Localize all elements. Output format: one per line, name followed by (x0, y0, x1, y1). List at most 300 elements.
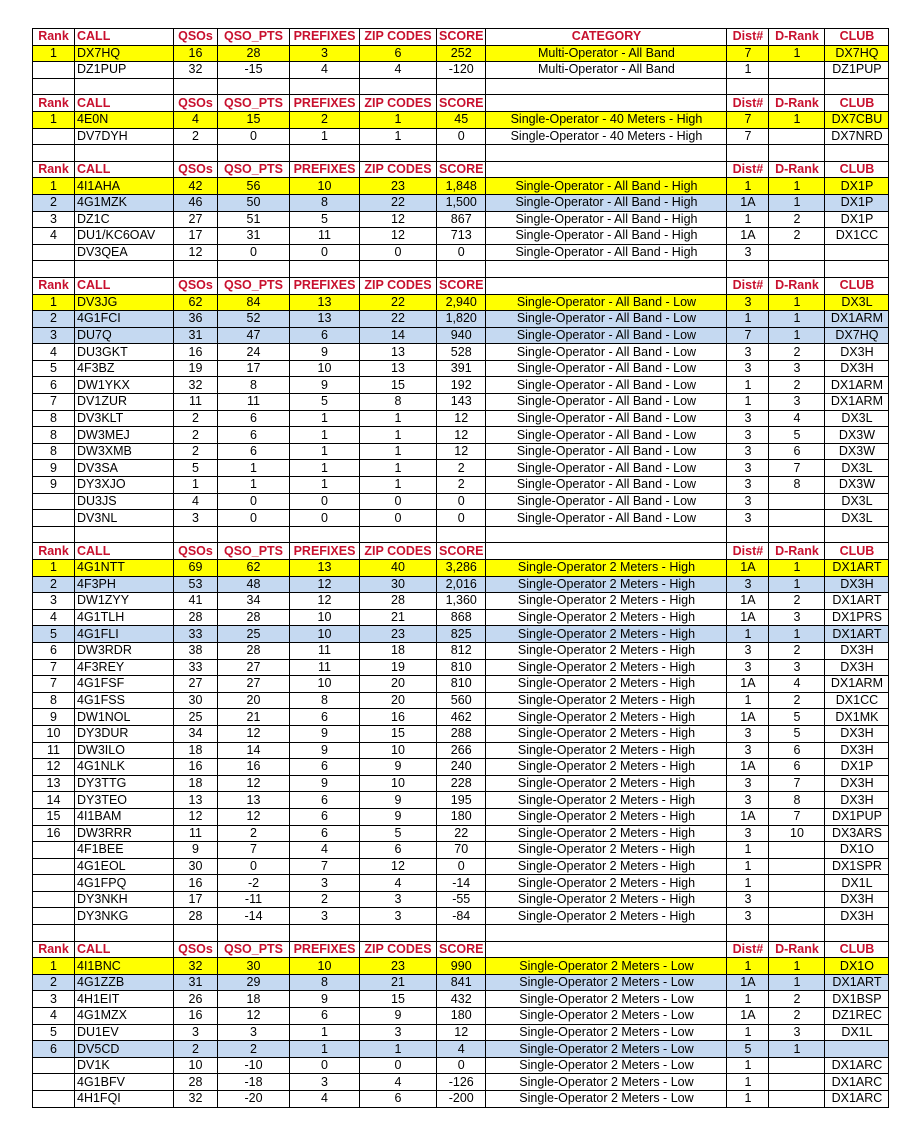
cell-call: 4G1FPQ (75, 875, 174, 892)
cell-call: DZ1PUP (75, 62, 174, 79)
cell-district-rank: 1 (769, 194, 825, 211)
spacer-cell (825, 925, 889, 942)
header-qso-pts: QSO_PTS (218, 95, 290, 112)
cell-prefixes: 1 (290, 460, 360, 477)
cell-district: 3 (727, 344, 769, 361)
cell-call: DU3JS (75, 493, 174, 510)
spacer-cell (486, 145, 727, 162)
cell-rank: 8 (33, 443, 75, 460)
cell-score: -84 (437, 908, 486, 925)
cell-district: 1A (727, 808, 769, 825)
spacer-cell (486, 261, 727, 278)
cell-district-rank (769, 891, 825, 908)
cell-qsos: 11 (174, 394, 218, 411)
cell-club: DX3H (825, 725, 889, 742)
header-prefixes: PREFIXES (290, 29, 360, 46)
cell-rank: 5 (33, 1024, 75, 1041)
cell-zip-codes: 1 (360, 427, 437, 444)
cell-rank (33, 908, 75, 925)
spacer-cell (486, 925, 727, 942)
cell-district-rank: 1 (769, 311, 825, 328)
spacer-cell (437, 526, 486, 543)
table-row (33, 659, 889, 676)
cell-score: 1,820 (437, 311, 486, 328)
cell-club: DX7HQ (825, 327, 889, 344)
header-rank: Rank (33, 277, 75, 294)
header-score: SCORE (437, 161, 486, 178)
cell-club: DX3H (825, 360, 889, 377)
cell-qso-pts: -20 (218, 1091, 290, 1108)
cell-district: 7 (727, 111, 769, 128)
spacer-cell (75, 526, 174, 543)
cell-zip-codes: 1 (360, 128, 437, 145)
cell-zip-codes: 0 (360, 510, 437, 527)
cell-call: DY3DUR (75, 725, 174, 742)
cell-qso-pts: -15 (218, 62, 290, 79)
cell-call: 4E0N (75, 111, 174, 128)
cell-district-rank (769, 1091, 825, 1108)
cell-club: DX7HQ (825, 45, 889, 62)
cell-district: 3 (727, 908, 769, 925)
cell-district-rank: 2 (769, 593, 825, 610)
table-row (33, 858, 889, 875)
cell-club: DX3W (825, 443, 889, 460)
cell-qso-pts: 48 (218, 576, 290, 593)
cell-zip-codes: 20 (360, 692, 437, 709)
cell-rank: 1 (33, 111, 75, 128)
cell-prefixes: 0 (290, 244, 360, 261)
cell-prefixes: 1 (290, 410, 360, 427)
cell-prefixes: 3 (290, 908, 360, 925)
cell-district-rank: 1 (769, 1041, 825, 1058)
cell-club: DX3H (825, 742, 889, 759)
cell-score: 252 (437, 45, 486, 62)
header-rank: Rank (33, 95, 75, 112)
cell-category: Single-Operator - All Band - Low (486, 460, 727, 477)
cell-district: 1A (727, 709, 769, 726)
header-qso-pts: QSO_PTS (218, 543, 290, 560)
table-row (33, 327, 889, 344)
header-score: SCORE (437, 95, 486, 112)
cell-district: 1A (727, 676, 769, 693)
table-row (33, 808, 889, 825)
cell-rank: 1 (33, 958, 75, 975)
cell-prefixes: 0 (290, 510, 360, 527)
cell-score: 2 (437, 477, 486, 494)
spacer-cell (174, 925, 218, 942)
cell-club: DX1ARM (825, 311, 889, 328)
cell-rank: 8 (33, 427, 75, 444)
header-district-rank: D-Rank (769, 161, 825, 178)
table-row (33, 958, 889, 975)
header-call: CALL (75, 543, 174, 560)
cell-score: 4 (437, 1041, 486, 1058)
section-spacer-row (33, 925, 889, 942)
cell-prefixes: 9 (290, 991, 360, 1008)
cell-qso-pts: 6 (218, 410, 290, 427)
cell-qsos: 19 (174, 360, 218, 377)
spacer-cell (727, 145, 769, 162)
spacer-cell (174, 145, 218, 162)
cell-district-rank: 1 (769, 576, 825, 593)
cell-club: DX1L (825, 1024, 889, 1041)
cell-call: 4I1BNC (75, 958, 174, 975)
spacer-cell (437, 145, 486, 162)
cell-zip-codes: 23 (360, 958, 437, 975)
cell-club: DX3H (825, 775, 889, 792)
cell-qso-pts: 28 (218, 45, 290, 62)
cell-district: 3 (727, 244, 769, 261)
cell-category: Single-Operator 2 Meters - Low (486, 991, 727, 1008)
cell-category: Single-Operator - All Band - Low (486, 360, 727, 377)
cell-category: Single-Operator 2 Meters - High (486, 593, 727, 610)
cell-rank: 3 (33, 211, 75, 228)
cell-score: 825 (437, 626, 486, 643)
cell-club: DX1ARM (825, 377, 889, 394)
cell-category: Single-Operator 2 Meters - High (486, 891, 727, 908)
cell-club: DX3L (825, 510, 889, 527)
header-score: SCORE (437, 941, 486, 958)
section-header-row (33, 95, 889, 112)
cell-zip-codes: 1 (360, 477, 437, 494)
cell-district-rank: 6 (769, 742, 825, 759)
cell-score: 432 (437, 991, 486, 1008)
cell-district: 1 (727, 692, 769, 709)
header-qso-pts: QSO_PTS (218, 941, 290, 958)
spacer-cell (33, 925, 75, 942)
cell-rank (33, 510, 75, 527)
cell-score: 462 (437, 709, 486, 726)
cell-qso-pts: 28 (218, 642, 290, 659)
cell-district: 1A (727, 1008, 769, 1025)
cell-qsos: 11 (174, 825, 218, 842)
cell-category: Single-Operator 2 Meters - High (486, 609, 727, 626)
spacer-cell (360, 526, 437, 543)
cell-zip-codes: 30 (360, 576, 437, 593)
table-row (33, 62, 889, 79)
cell-score: 266 (437, 742, 486, 759)
cell-call: DV3JG (75, 294, 174, 311)
header-district-rank: D-Rank (769, 29, 825, 46)
cell-category: Single-Operator - All Band - High (486, 244, 727, 261)
section-header-row (33, 29, 889, 46)
cell-call: 4F3BZ (75, 360, 174, 377)
cell-club: DX3H (825, 908, 889, 925)
cell-rank (33, 858, 75, 875)
spacer-cell (218, 526, 290, 543)
cell-zip-codes: 20 (360, 676, 437, 693)
cell-call: DW1NOL (75, 709, 174, 726)
cell-category: Single-Operator 2 Meters - High (486, 858, 727, 875)
results-table-body (33, 29, 889, 1108)
header-category (486, 161, 727, 178)
cell-qsos: 2 (174, 410, 218, 427)
cell-district: 3 (727, 493, 769, 510)
cell-qsos: 18 (174, 742, 218, 759)
cell-district: 3 (727, 427, 769, 444)
table-row (33, 510, 889, 527)
cell-score: 1,360 (437, 593, 486, 610)
cell-prefixes: 7 (290, 858, 360, 875)
cell-club: DX3L (825, 294, 889, 311)
cell-district: 3 (727, 510, 769, 527)
cell-prefixes: 4 (290, 62, 360, 79)
cell-qsos: 32 (174, 958, 218, 975)
cell-club (825, 244, 889, 261)
cell-district: 7 (727, 327, 769, 344)
cell-district-rank: 1 (769, 111, 825, 128)
cell-district: 3 (727, 410, 769, 427)
header-rank: Rank (33, 543, 75, 560)
spacer-cell (727, 526, 769, 543)
cell-zip-codes: 4 (360, 1074, 437, 1091)
cell-qso-pts: 7 (218, 842, 290, 859)
cell-district-rank: 6 (769, 443, 825, 460)
cell-category: Single-Operator - 40 Meters - High (486, 111, 727, 128)
table-row (33, 842, 889, 859)
cell-prefixes: 3 (290, 1074, 360, 1091)
table-row (33, 642, 889, 659)
cell-district: 1 (727, 377, 769, 394)
table-row (33, 775, 889, 792)
spacer-cell (174, 261, 218, 278)
cell-club: DX3W (825, 427, 889, 444)
cell-prefixes: 9 (290, 742, 360, 759)
cell-prefixes: 11 (290, 642, 360, 659)
cell-district-rank: 2 (769, 692, 825, 709)
cell-prefixes: 12 (290, 576, 360, 593)
header-club: CLUB (825, 941, 889, 958)
table-row (33, 477, 889, 494)
cell-club: DX1ART (825, 626, 889, 643)
cell-rank (33, 842, 75, 859)
cell-zip-codes: 18 (360, 642, 437, 659)
cell-rank: 4 (33, 344, 75, 361)
cell-zip-codes: 9 (360, 808, 437, 825)
cell-zip-codes: 4 (360, 875, 437, 892)
cell-prefixes: 6 (290, 759, 360, 776)
cell-score: -14 (437, 875, 486, 892)
cell-district-rank: 5 (769, 709, 825, 726)
cell-category: Single-Operator 2 Meters - High (486, 709, 727, 726)
spacer-cell (75, 145, 174, 162)
cell-prefixes: 2 (290, 891, 360, 908)
header-qsos: QSOs (174, 941, 218, 958)
cell-district: 1 (727, 858, 769, 875)
cell-zip-codes: 10 (360, 775, 437, 792)
cell-zip-codes: 13 (360, 344, 437, 361)
cell-prefixes: 11 (290, 228, 360, 245)
cell-category: Single-Operator 2 Meters - Low (486, 1057, 727, 1074)
cell-category: Multi-Operator - All Band (486, 62, 727, 79)
cell-category: Single-Operator - All Band - Low (486, 410, 727, 427)
cell-rank: 4 (33, 609, 75, 626)
header-club: CLUB (825, 95, 889, 112)
header-district: Dist# (727, 941, 769, 958)
cell-rank: 6 (33, 642, 75, 659)
header-district-rank: D-Rank (769, 95, 825, 112)
cell-call: DW3XMB (75, 443, 174, 460)
cell-score: 868 (437, 609, 486, 626)
cell-district: 1 (727, 394, 769, 411)
cell-district: 1 (727, 626, 769, 643)
cell-district: 3 (727, 725, 769, 742)
spacer-cell (33, 145, 75, 162)
cell-district-rank (769, 858, 825, 875)
cell-score: -200 (437, 1091, 486, 1108)
cell-district-rank: 6 (769, 759, 825, 776)
table-row (33, 626, 889, 643)
table-row (33, 460, 889, 477)
cell-qso-pts: 28 (218, 609, 290, 626)
cell-qso-pts: 50 (218, 194, 290, 211)
header-qsos: QSOs (174, 277, 218, 294)
cell-rank: 2 (33, 576, 75, 593)
cell-call: DW3RDR (75, 642, 174, 659)
cell-score: 22 (437, 825, 486, 842)
cell-prefixes: 6 (290, 327, 360, 344)
cell-district-rank: 3 (769, 1024, 825, 1041)
cell-zip-codes: 22 (360, 311, 437, 328)
cell-qso-pts: 62 (218, 560, 290, 577)
cell-qso-pts: -10 (218, 1057, 290, 1074)
cell-prefixes: 6 (290, 825, 360, 842)
cell-district-rank: 2 (769, 377, 825, 394)
cell-prefixes: 1 (290, 1024, 360, 1041)
cell-club: DX1P (825, 211, 889, 228)
cell-rank: 9 (33, 477, 75, 494)
cell-qsos: 31 (174, 974, 218, 991)
cell-score: -120 (437, 62, 486, 79)
table-row (33, 692, 889, 709)
header-zip-codes: ZIP CODES (360, 95, 437, 112)
cell-district-rank: 3 (769, 659, 825, 676)
spacer-cell (769, 261, 825, 278)
cell-district-rank: 5 (769, 427, 825, 444)
cell-score: 560 (437, 692, 486, 709)
cell-district: 1 (727, 991, 769, 1008)
cell-prefixes: 1 (290, 1041, 360, 1058)
cell-qsos: 28 (174, 908, 218, 925)
cell-call: DY3NKG (75, 908, 174, 925)
cell-qso-pts: 29 (218, 974, 290, 991)
cell-prefixes: 0 (290, 1057, 360, 1074)
cell-score: 2,940 (437, 294, 486, 311)
cell-qso-pts: 11 (218, 394, 290, 411)
cell-category: Single-Operator 2 Meters - High (486, 908, 727, 925)
cell-category: Single-Operator - All Band - Low (486, 377, 727, 394)
cell-rank: 4 (33, 1008, 75, 1025)
cell-qso-pts: 2 (218, 825, 290, 842)
spacer-cell (75, 261, 174, 278)
cell-club: DX1ARC (825, 1074, 889, 1091)
cell-category: Single-Operator 2 Meters - High (486, 659, 727, 676)
cell-district-rank: 3 (769, 360, 825, 377)
cell-district-rank: 4 (769, 410, 825, 427)
cell-call: 4H1EIT (75, 991, 174, 1008)
cell-zip-codes: 15 (360, 377, 437, 394)
table-row (33, 891, 889, 908)
header-call: CALL (75, 941, 174, 958)
cell-district: 3 (727, 443, 769, 460)
cell-district-rank: 1 (769, 294, 825, 311)
spacer-cell (174, 78, 218, 95)
cell-district-rank: 2 (769, 228, 825, 245)
cell-call: 4F3REY (75, 659, 174, 676)
header-zip-codes: ZIP CODES (360, 29, 437, 46)
spacer-cell (437, 78, 486, 95)
section-header-row (33, 543, 889, 560)
cell-zip-codes: 1 (360, 460, 437, 477)
cell-club: DX1ARC (825, 1057, 889, 1074)
cell-qso-pts: 51 (218, 211, 290, 228)
cell-prefixes: 3 (290, 45, 360, 62)
cell-prefixes: 10 (290, 609, 360, 626)
cell-zip-codes: 21 (360, 609, 437, 626)
cell-call: DU1/KC6OAV (75, 228, 174, 245)
header-call: CALL (75, 277, 174, 294)
cell-category: Single-Operator - All Band - High (486, 228, 727, 245)
spacer-cell (218, 925, 290, 942)
cell-call: DW3ILO (75, 742, 174, 759)
cell-category: Single-Operator 2 Meters - High (486, 842, 727, 859)
cell-zip-codes: 0 (360, 493, 437, 510)
table-row (33, 825, 889, 842)
cell-rank (33, 891, 75, 908)
header-score: SCORE (437, 543, 486, 560)
cell-category: Single-Operator 2 Meters - High (486, 626, 727, 643)
cell-call: DU1EV (75, 1024, 174, 1041)
cell-call: DW1YKX (75, 377, 174, 394)
cell-club: DX1CC (825, 228, 889, 245)
cell-category: Single-Operator 2 Meters - Low (486, 958, 727, 975)
cell-score: 180 (437, 1008, 486, 1025)
cell-score: 192 (437, 377, 486, 394)
cell-zip-codes: 3 (360, 908, 437, 925)
cell-district: 3 (727, 775, 769, 792)
spacer-cell (75, 78, 174, 95)
table-row (33, 576, 889, 593)
cell-district: 1 (727, 842, 769, 859)
cell-score: 45 (437, 111, 486, 128)
cell-prefixes: 6 (290, 808, 360, 825)
cell-district-rank (769, 510, 825, 527)
cell-district: 1A (727, 194, 769, 211)
cell-qso-pts: -14 (218, 908, 290, 925)
cell-district-rank (769, 908, 825, 925)
spacer-cell (769, 78, 825, 95)
cell-district: 1A (727, 759, 769, 776)
cell-call: DV7DYH (75, 128, 174, 145)
cell-qsos: 26 (174, 991, 218, 1008)
cell-district: 1 (727, 958, 769, 975)
cell-club: DX3ARS (825, 825, 889, 842)
table-row (33, 294, 889, 311)
table-row (33, 709, 889, 726)
spacer-cell (33, 78, 75, 95)
table-row (33, 742, 889, 759)
cell-qsos: 30 (174, 692, 218, 709)
cell-qsos: 53 (174, 576, 218, 593)
header-category: CATEGORY (486, 29, 727, 46)
header-qsos: QSOs (174, 95, 218, 112)
cell-qsos: 36 (174, 311, 218, 328)
cell-rank: 8 (33, 410, 75, 427)
cell-qsos: 3 (174, 510, 218, 527)
cell-club: DZ1REC (825, 1008, 889, 1025)
cell-qso-pts: 31 (218, 228, 290, 245)
cell-category: Single-Operator - All Band - Low (486, 311, 727, 328)
